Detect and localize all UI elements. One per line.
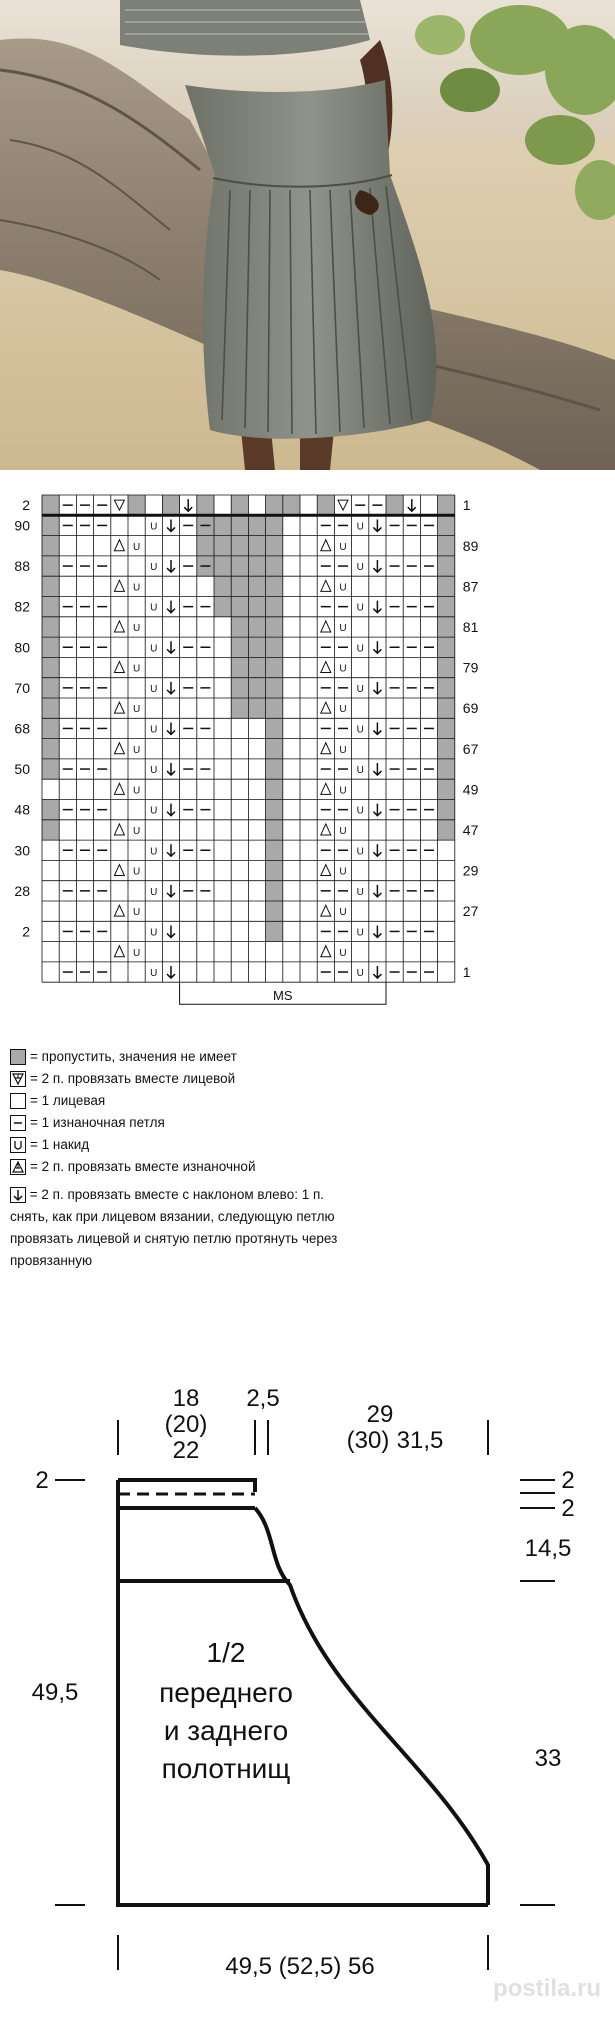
- ssk-mark: [373, 601, 381, 613]
- ssk-mark: [373, 925, 381, 937]
- ssk-mark: [167, 925, 175, 937]
- row-label-right: 1: [462, 497, 471, 514]
- yo-mark: U: [150, 602, 158, 614]
- chart-gray-cell: [42, 495, 59, 515]
- yo-mark: U: [132, 704, 141, 716]
- chart-gray-cell: [248, 576, 265, 596]
- dim-top-right1: 29: [366, 1401, 394, 1428]
- row-label-right: 27: [462, 903, 479, 920]
- ssk-mark: [167, 641, 175, 653]
- yo-mark: U: [150, 765, 158, 777]
- chart-gray-cell: [438, 678, 455, 698]
- chart-gray-cell: [214, 515, 231, 535]
- p2tog-mark: [321, 783, 331, 794]
- p2tog-mark: [321, 621, 331, 632]
- chart-gray-cell: [266, 556, 283, 576]
- legend-knit: [10, 1090, 340, 1112]
- chart-gray-cell: [214, 556, 231, 576]
- title-line2: переднего: [159, 1677, 293, 1708]
- chart-gray-cell: [438, 617, 455, 637]
- yarn-over-icon: [10, 1137, 26, 1153]
- p2tog-mark: [114, 743, 124, 754]
- chart-gray-cell: [266, 657, 283, 677]
- legend-ssk-text: = 2 п. провязать вместе с наклоном: [29, 1187, 254, 1202]
- watermark: postila.ru: [492, 1975, 601, 2002]
- chart-gray-cell: [42, 536, 59, 556]
- chart-gray-cell: [266, 637, 283, 657]
- yo-mark: U: [339, 582, 347, 594]
- purl-icon: [10, 1115, 26, 1131]
- yo-mark: U: [356, 968, 364, 980]
- row-label-right: 47: [462, 821, 479, 838]
- row-label-left: 50: [14, 761, 30, 778]
- row-label-left: 2: [22, 923, 30, 940]
- chart-gray-cell: [42, 597, 59, 617]
- gray-cell-icon: [10, 1049, 26, 1065]
- chart-gray-cell: [438, 556, 455, 576]
- ssk-mark: [167, 722, 175, 734]
- yo-mark: U: [132, 582, 141, 594]
- legend-yo: [10, 1134, 340, 1156]
- chart-gray-cell: [42, 718, 59, 738]
- chart-gray-cell: [162, 495, 179, 515]
- ssk-mark: [373, 641, 381, 653]
- legend-k2tog: [10, 1068, 340, 1090]
- legend-gray: [10, 1046, 340, 1068]
- row-label-right: 1: [462, 964, 471, 981]
- chart-gray-cell: [197, 536, 214, 556]
- yo-mark: U: [356, 521, 364, 533]
- chart-gray-cell: [266, 921, 283, 941]
- skirt-photo: [0, 0, 615, 470]
- legend-purl-text: = 1 изнаночная петля: [30, 1115, 165, 1130]
- title-line1: 1/2: [206, 1637, 246, 1668]
- chart-gray-cell: [438, 637, 455, 657]
- chart-gray-cell: [231, 678, 248, 698]
- yo-mark: U: [339, 663, 347, 675]
- yo-mark: U: [150, 724, 158, 736]
- ssk-mark: [167, 519, 175, 531]
- chart-gray-cell: [266, 901, 283, 921]
- yo-mark: U: [132, 663, 141, 675]
- p2tog-mark: [321, 946, 331, 957]
- ssk-mark: [373, 885, 381, 897]
- chart-gray-cell: [266, 678, 283, 698]
- yo-mark: U: [356, 927, 364, 939]
- ssk-mark: [373, 519, 381, 531]
- legend-ssk: [10, 1184, 340, 1272]
- p2tog-mark: [321, 824, 331, 835]
- legend-yo-text: = 1 накид: [30, 1137, 90, 1152]
- yo-mark: U: [132, 866, 141, 878]
- chart-gray-cell: [214, 536, 231, 556]
- chart-gray-cell: [214, 576, 231, 596]
- chart-gray-cell: [266, 759, 283, 779]
- chart-gray-cell: [266, 698, 283, 718]
- ssk-mark: [373, 722, 381, 734]
- row-label-left: 30: [14, 842, 30, 859]
- p2tog-mark: [114, 580, 124, 591]
- p2tog-mark: [321, 702, 331, 713]
- chart-gray-cell: [248, 698, 265, 718]
- chart-gray-cell: [438, 718, 455, 738]
- yo-mark: U: [356, 683, 364, 695]
- row-label-right: 81: [462, 618, 479, 635]
- chart-gray-cell: [42, 759, 59, 779]
- chart-gray-cell: [266, 779, 283, 799]
- chart-gray-cell: [438, 657, 455, 677]
- chart-gray-cell: [42, 739, 59, 759]
- k2tog-mark: [338, 500, 348, 510]
- yo-mark: U: [356, 724, 364, 736]
- p2tog-mark: [321, 865, 331, 876]
- ssk-mark: [167, 682, 175, 694]
- chart-gray-cell: [42, 617, 59, 637]
- ms-label: MS: [273, 988, 293, 1004]
- row-label-right: 79: [462, 659, 479, 676]
- yo-mark: U: [132, 785, 141, 797]
- p2tog-mark: [114, 621, 124, 632]
- yo-mark: U: [339, 866, 347, 878]
- chart-gray-cell: [42, 556, 59, 576]
- dim-top-right3: 31,5: [396, 1427, 444, 1454]
- dim-right-33: 33: [534, 1745, 562, 1772]
- chart-gray-cell: [438, 515, 455, 535]
- chart-gray-cell: [266, 840, 283, 860]
- chart-gray-cell: [214, 597, 231, 617]
- chart-gray-cell: [438, 698, 455, 718]
- chart-gray-cell: [231, 515, 248, 535]
- row-label-right: 89: [462, 537, 479, 554]
- chart-gray-cell: [197, 495, 214, 515]
- dim-top-w1: 18: [172, 1385, 200, 1412]
- ssk-mark: [167, 804, 175, 816]
- chart-gray-cell: [438, 759, 455, 779]
- chart-gray-cell: [231, 576, 248, 596]
- legend-p2tog-text: = 2 п. провязать вместе изнаночной: [30, 1159, 256, 1174]
- yo-mark: U: [150, 968, 158, 980]
- chart-gray-cell: [42, 576, 59, 596]
- ssk-mark: [408, 499, 416, 511]
- dim-top-right2: (30): [346, 1427, 390, 1454]
- chart-gray-cell: [231, 657, 248, 677]
- chart-gray-cell: [42, 515, 59, 535]
- yo-mark: U: [356, 602, 364, 614]
- p2tog-icon: [10, 1159, 26, 1175]
- chart-gray-cell: [266, 617, 283, 637]
- chart-gray-cell: [248, 657, 265, 677]
- yo-mark: U: [150, 886, 158, 898]
- row-label-left: 48: [14, 801, 30, 818]
- yo-mark: U: [132, 947, 141, 959]
- skirt-schematic: [0, 1380, 615, 2013]
- dim-top-w3: 22: [172, 1437, 200, 1464]
- chart-gray-cell: [266, 881, 283, 901]
- dim-left-height: 49,5: [31, 1679, 79, 1706]
- chart-gray-cell: [266, 739, 283, 759]
- chart-gray-cell: [231, 495, 248, 515]
- chart-gray-cell: [231, 637, 248, 657]
- chart-gray-cell: [248, 536, 265, 556]
- chart-gray-cell: [438, 820, 455, 840]
- legend-knit-text: = 1 лицевая: [30, 1093, 106, 1108]
- p2tog-mark: [321, 905, 331, 916]
- yo-mark: U: [339, 785, 347, 797]
- chart-gray-cell: [231, 597, 248, 617]
- yo-mark: U: [356, 562, 364, 574]
- chart-gray-cell: [438, 779, 455, 799]
- knit-icon: [10, 1093, 26, 1109]
- chart-gray-cell: [386, 495, 403, 515]
- yo-mark: U: [132, 744, 141, 756]
- ssk-mark: [373, 804, 381, 816]
- chart-gray-cell: [266, 820, 283, 840]
- chart-gray-cell: [248, 597, 265, 617]
- yo-mark: U: [150, 846, 158, 858]
- chart-gray-cell: [266, 718, 283, 738]
- p2tog-mark: [114, 865, 124, 876]
- row-label-left: 80: [14, 639, 30, 656]
- chart-gray-cell: [266, 536, 283, 556]
- ssk-mark: [167, 560, 175, 572]
- chart-gray-cell: [438, 536, 455, 556]
- yo-mark: U: [132, 825, 141, 837]
- legend-k2tog-text: = 2 п. провязать вместе лицевой: [30, 1071, 236, 1086]
- p2tog-mark: [114, 946, 124, 957]
- chart-legend: [10, 1046, 340, 1272]
- row-label-right: 49: [462, 781, 479, 798]
- dim-top-gap: 2,5: [246, 1385, 280, 1412]
- ssk-mark: [373, 560, 381, 572]
- chart-gray-cell: [248, 678, 265, 698]
- row-label-left: 82: [14, 598, 30, 615]
- p2tog-mark: [114, 783, 124, 794]
- row-label-left: 70: [14, 679, 30, 696]
- chart-gray-cell: [266, 800, 283, 820]
- ssk-mark: [373, 966, 381, 978]
- chart-gray-cell: [231, 556, 248, 576]
- chart-gray-cell: [438, 597, 455, 617]
- chart-gray-cell: [248, 617, 265, 637]
- chart-gray-cell: [266, 515, 283, 535]
- ssk-mark: [373, 682, 381, 694]
- row-label-left: 2: [22, 497, 30, 514]
- chart-gray-cell: [42, 698, 59, 718]
- yo-mark: U: [150, 562, 158, 574]
- yo-mark: U: [339, 744, 347, 756]
- row-label-right: 69: [462, 700, 479, 717]
- yo-mark: U: [339, 704, 347, 716]
- yo-mark: U: [356, 846, 364, 858]
- yo-mark: U: [150, 521, 158, 533]
- p2tog-mark: [321, 580, 331, 591]
- chart-gray-cell: [266, 495, 283, 515]
- p2tog-mark: [321, 743, 331, 754]
- row-label-right: 87: [462, 578, 479, 595]
- yo-mark: U: [132, 622, 141, 634]
- ssk-mark: [167, 763, 175, 775]
- dim-left-top: 2: [35, 1467, 49, 1494]
- chart-gray-cell: [266, 576, 283, 596]
- yo-mark: U: [132, 541, 141, 553]
- dim-right-2a: 2: [561, 1467, 575, 1494]
- yo-mark: U: [356, 765, 364, 777]
- chart-gray-cell: [283, 495, 300, 515]
- chart-gray-cell: [42, 678, 59, 698]
- chart-gray-cell: [266, 860, 283, 880]
- chart-gray-cell: [438, 576, 455, 596]
- chart-gray-cell: [42, 800, 59, 820]
- legend-ssk-detail: влево: 1 п. снять, как при лицевом вязании, следующую петлю провязать лицевой и снятую петлю протянуть через провязанную: [10, 1187, 338, 1268]
- p2tog-mark: [114, 905, 124, 916]
- yo-mark: U: [132, 907, 141, 919]
- dim-right-2b: 2: [561, 1495, 575, 1522]
- legend-purl: [10, 1112, 340, 1134]
- chart-gray-cell: [128, 495, 145, 515]
- yo-mark: U: [150, 805, 158, 817]
- yo-mark: U: [356, 886, 364, 898]
- ssk-mark: [373, 844, 381, 856]
- yo-mark: U: [339, 622, 347, 634]
- ssk-mark: [373, 763, 381, 775]
- ssk-mark: [167, 966, 175, 978]
- dim-top-w2: (20): [164, 1411, 208, 1438]
- p2tog-mark: [114, 540, 124, 551]
- chart-gray-cell: [42, 657, 59, 677]
- ssk-mark: [167, 844, 175, 856]
- chart-gray-cell: [438, 739, 455, 759]
- knitting-chart: [0, 490, 615, 1035]
- k2tog-mark: [114, 500, 124, 510]
- chart-gray-cell: [248, 637, 265, 657]
- chart-gray-cell: [231, 617, 248, 637]
- yo-mark: U: [150, 683, 158, 695]
- chart-gray-cell: [248, 515, 265, 535]
- chart-gray-cell: [42, 637, 59, 657]
- legend-p2tog: [10, 1156, 340, 1178]
- dim-bottom: 49,5 (52,5) 56: [225, 1953, 375, 1980]
- p2tog-mark: [114, 702, 124, 713]
- yo-mark: U: [150, 643, 158, 655]
- p2tog-mark: [114, 824, 124, 835]
- row-label-right: 67: [462, 740, 479, 757]
- k2tog-icon: [10, 1071, 26, 1087]
- yo-mark: U: [339, 947, 347, 959]
- ssk-mark: [167, 601, 175, 613]
- p2tog-mark: [321, 540, 331, 551]
- row-label-right: 29: [462, 862, 479, 879]
- chart-gray-cell: [438, 495, 455, 515]
- row-label-left: 28: [14, 882, 30, 899]
- legend-gray-text: = пропустить, значения не имеет: [30, 1049, 237, 1064]
- yo-mark: U: [356, 805, 364, 817]
- title-line4: полотнищ: [161, 1753, 291, 1784]
- title-line3: и заднего: [163, 1715, 289, 1746]
- chart-gray-cell: [317, 495, 334, 515]
- ssk-mark: [167, 885, 175, 897]
- chart-gray-cell: [266, 597, 283, 617]
- yo-mark: U: [356, 643, 364, 655]
- chart-gray-cell: [248, 556, 265, 576]
- row-label-left: 88: [14, 558, 30, 575]
- yo-mark: U: [339, 825, 347, 837]
- chart-gray-cell: [438, 800, 455, 820]
- p2tog-mark: [321, 662, 331, 673]
- yo-mark: U: [339, 541, 347, 553]
- ssk-mark: [184, 499, 192, 511]
- ssk-arrow-icon: [10, 1187, 26, 1203]
- yo-mark: U: [339, 907, 347, 919]
- yo-mark: U: [150, 927, 158, 939]
- p2tog-mark: [114, 662, 124, 673]
- row-label-left: 68: [14, 720, 30, 737]
- row-label-left: 90: [14, 517, 30, 534]
- dim-right-14-5: 14,5: [524, 1535, 572, 1562]
- chart-gray-cell: [42, 820, 59, 840]
- chart-gray-cell: [231, 536, 248, 556]
- chart-gray-cell: [231, 698, 248, 718]
